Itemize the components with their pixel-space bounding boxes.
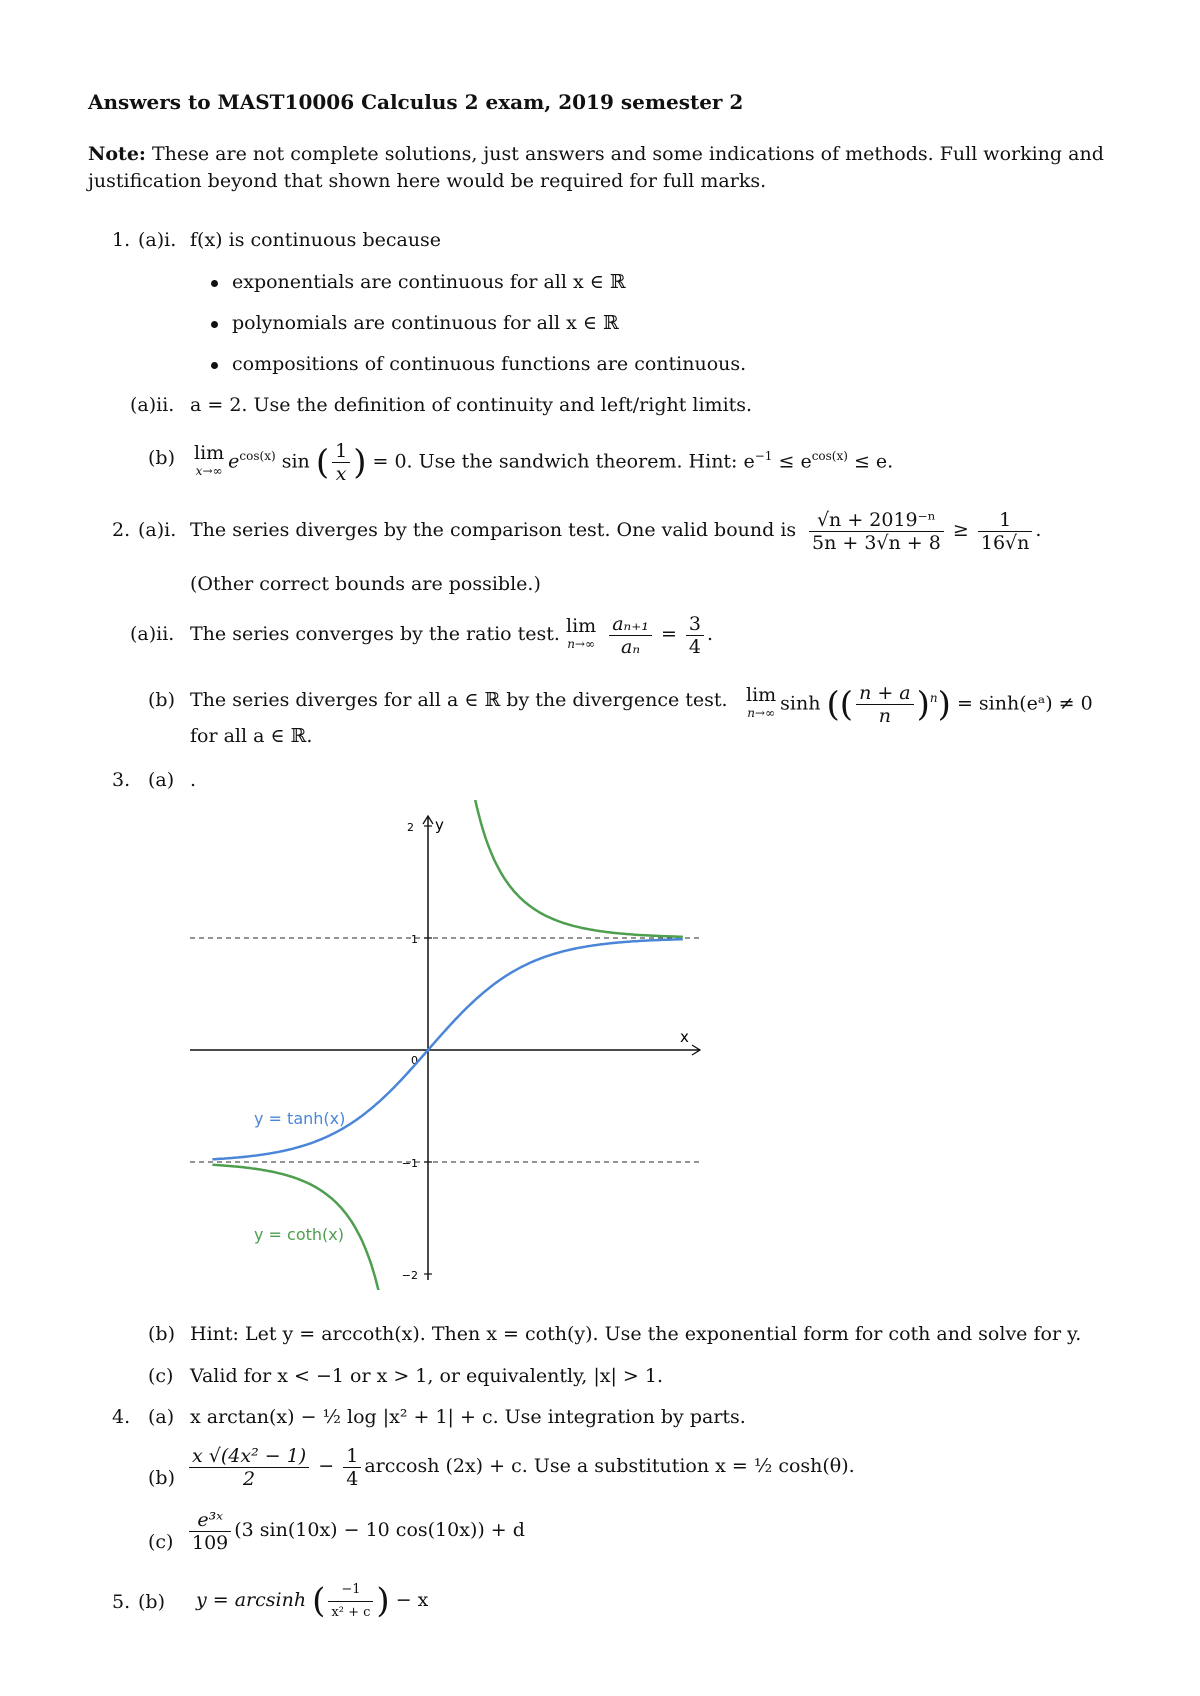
paren-close: ) [376, 1581, 390, 1621]
bullet-marker [211, 280, 218, 287]
q2-number: 2. [112, 519, 131, 541]
paren-open: ( [315, 442, 330, 483]
q1-number: 1. [112, 229, 131, 251]
fraction-numerator: x √(4x² − 1) [189, 1445, 309, 1468]
q2-ai-bound [806, 500, 1041, 560]
q1-bullet-3: compositions of continuous functions are continuous. [232, 353, 747, 375]
tanh-label: y = tanh(x) [254, 1109, 346, 1128]
exp-power: cos(x) [239, 449, 276, 463]
limit-subscript: x→∞ [195, 464, 223, 479]
geq-sign: ≥ [952, 519, 969, 541]
limit-operator [194, 444, 224, 480]
q3-c-label: (c) [148, 1365, 174, 1387]
note-label: Note: [88, 143, 146, 165]
paren-close: ) [937, 684, 951, 725]
tanh-coth-graph [180, 800, 710, 1290]
q3-a-text: . [190, 769, 197, 791]
q2-aii-limit [562, 606, 713, 662]
limit-operator [746, 686, 776, 722]
coth-curve-positive [475, 800, 683, 937]
note-text: These are not complete solutions, just answers and some indications of methods. Full working and justification beyond that shown here would be required for full marks. [88, 143, 1104, 192]
fraction-denominator: 4 [688, 635, 702, 658]
fraction-numerator: −1 [328, 1579, 373, 1602]
tick-label-m1: −1 [401, 1157, 418, 1170]
q3-a-label: (a) [148, 769, 175, 791]
fraction-denominator: x² + c [331, 1604, 371, 1620]
fraction-denominator: n [878, 704, 891, 727]
fraction-denominator: 109 [192, 1531, 229, 1554]
q5-rhs: − x [395, 1589, 429, 1611]
x-axis-label: x [680, 1028, 689, 1046]
fraction-numerator: 1 [332, 440, 350, 463]
equals-sign: = [660, 623, 677, 645]
coth-label: y = coth(x) [254, 1225, 344, 1244]
tick-label-2: 2 [407, 821, 414, 834]
fraction-numerator: 1 [343, 1445, 361, 1468]
period: . [707, 623, 714, 645]
limit-text: lim [746, 684, 777, 707]
limit-subscript: n→∞ [567, 637, 595, 651]
fraction [189, 1509, 231, 1554]
fraction-denominator: 2 [243, 1467, 256, 1490]
q4-a-label: (a) [148, 1406, 175, 1428]
q1-ai-text: f(x) is continuous because [190, 229, 442, 251]
q4-a-text: x arctan(x) − ½ log |x² + 1| + c. Use integration by parts. [190, 1406, 746, 1428]
limit-operator [566, 617, 596, 653]
fraction-numerator: 1 [978, 509, 1033, 532]
fraction-denominator: 4 [346, 1467, 359, 1490]
fraction [332, 440, 350, 485]
q5-b-label: (b) [138, 1591, 165, 1613]
hint-power: −1 [754, 449, 773, 463]
fraction-denominator: 16√n [980, 531, 1030, 554]
page-title: Answers to MAST10006 Calculus 2 exam, 2019 semester 2 [88, 90, 744, 114]
hint-power-2: cos(x) [811, 449, 848, 463]
bullet-marker [211, 321, 218, 328]
fraction-denominator: aₙ [621, 635, 641, 658]
fraction-denominator: x [335, 462, 347, 485]
q5-lhs: y = arcsinh [196, 1589, 307, 1611]
limit-text: lim [566, 615, 597, 637]
hint-end: ≤ e. [847, 450, 894, 473]
q2-aii-label: (a)ii. [130, 623, 175, 645]
q4-b-expression [186, 1436, 855, 1496]
q4-b-text: arccosh (2x) + c. Use a substitution x = ½ cosh(θ). [364, 1455, 855, 1477]
sin-text: sin [281, 450, 310, 473]
fraction-numerator: aₙ₊₁ [609, 613, 652, 636]
q1-b-expression [190, 428, 893, 484]
fraction [328, 1579, 373, 1624]
fraction [809, 509, 944, 554]
q2-ai-label: (a)i. [138, 519, 177, 541]
paren-close: ) [916, 684, 930, 725]
paren-close: ) [353, 442, 367, 483]
fraction [189, 1445, 309, 1490]
q4-c-text: (3 sin(10x) − 10 cos(10x)) + d [234, 1519, 525, 1541]
q2-ai-other: (Other correct bounds are possible.) [190, 573, 541, 595]
fraction [609, 613, 652, 658]
fraction-denominator: 5n + 3√n + 8 [812, 531, 941, 554]
fraction-numerator: 3 [686, 613, 704, 636]
q3-b-text: Hint: Let y = arccoth(x). Then x = coth(y). Use the exponential form for coth and solve for y. [190, 1323, 1082, 1345]
fraction [343, 1445, 361, 1490]
limit-subscript: n→∞ [747, 706, 775, 721]
q4-b-label: (b) [148, 1467, 175, 1489]
limit-text: lim [194, 442, 225, 465]
q2-b-text: The series diverges for all a ∈ ℝ by the divergence test. [190, 689, 728, 711]
q1-b-text: = 0. Use the sandwich theorem. Hint: e [372, 450, 755, 473]
q4-c-expression [186, 1500, 525, 1560]
fraction-numerator: e³ˣ [189, 1509, 231, 1532]
q5-number: 5. [112, 1591, 131, 1613]
minus-sign: − [318, 1455, 335, 1477]
q3-number: 3. [112, 769, 131, 791]
paren-open: (( [826, 684, 854, 725]
bullet-marker [211, 362, 218, 369]
fraction-numerator: n + a [856, 682, 914, 705]
fraction-numerator: √n + 2019⁻ⁿ [809, 509, 944, 532]
q2-b-limit [742, 668, 1093, 728]
note-paragraph [88, 141, 1138, 195]
q2-b-result: = sinh(eᵃ) ≠ 0 [956, 692, 1093, 715]
q3-c-text: Valid for x < −1 or x > 1, or equivalently, |x| > 1. [190, 1365, 664, 1387]
q2-b-label: (b) [148, 689, 175, 711]
y-axis-label: y [435, 816, 444, 834]
hint-middle: ≤ e [772, 450, 812, 473]
tick-label-0: 0 [411, 1054, 418, 1067]
q1-aii-label: (a)ii. [130, 394, 175, 416]
q2-b-line2: for all a ∈ ℝ. [190, 725, 313, 747]
tick-label-m2: −2 [401, 1269, 418, 1282]
q1-bullet-2: polynomials are continuous for all x ∈ ℝ [232, 312, 619, 334]
period: . [1035, 519, 1042, 541]
tick-label-1: 1 [411, 933, 418, 946]
power: n [929, 691, 938, 705]
paren-open: ( [312, 1581, 326, 1621]
q4-number: 4. [112, 1406, 131, 1428]
q1-bullet-1: exponentials are continuous for all x ∈ ℝ [232, 271, 626, 293]
q1-ai-label: (a)i. [138, 229, 177, 251]
exp-base: e [228, 450, 240, 473]
q1-aii-text: a = 2. Use the definition of continuity and left/right limits. [190, 394, 753, 416]
q1-b-label: (b) [148, 447, 175, 469]
q5-b-expression [196, 1570, 428, 1630]
fraction [686, 613, 704, 658]
sinh-text: sinh [780, 692, 821, 715]
q2-aii-text: The series converges by the ratio test. [190, 623, 560, 645]
fraction [978, 509, 1033, 554]
q3-b-label: (b) [148, 1323, 175, 1345]
fraction [856, 682, 914, 727]
q4-c-label: (c) [148, 1531, 174, 1553]
q2-ai-text: The series diverges by the comparison test. One valid bound is [190, 519, 797, 541]
